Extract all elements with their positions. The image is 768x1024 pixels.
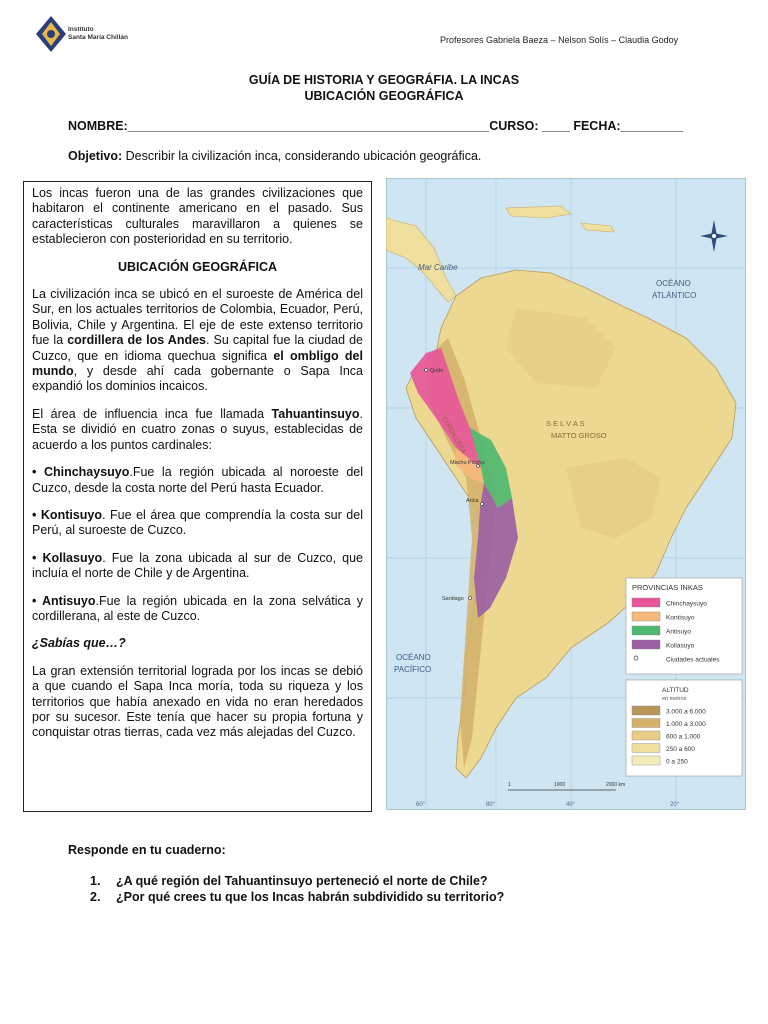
altitude-legend-label: 600 a 1.000	[666, 733, 701, 741]
pacific-label-1: OCÉANO	[396, 653, 431, 662]
altitude-legend-subtitle: en metros	[662, 696, 687, 702]
date-label: FECHA:	[573, 119, 621, 133]
section-heading: UBICACIÓN GEOGRÁFICA	[117, 259, 278, 274]
province-legend-swatch	[634, 656, 638, 660]
city-quito-label: Quito	[430, 368, 444, 374]
province-legend-swatch	[632, 640, 660, 649]
guide-subtitle: UBICACIÓN GEOGRÁFICA	[304, 89, 464, 103]
atlantic-label-2: ATLÁNTICO	[652, 291, 697, 300]
suyu-item-kollasuyo: • Kollasuyo. Fue la zona ubicada al sur de Cuzco, que incluía el norte de Chile y de Argentina.	[32, 550, 363, 581]
school-name-line2: Santa María Chillán	[68, 34, 128, 41]
altitude-legend-title: ALTITUD	[662, 687, 689, 694]
altitude-legend-label: 1.000 a 3.000	[666, 721, 706, 728]
reading-box	[23, 181, 372, 812]
guide-title: GUÍA DE HISTORIA Y GEOGRÁFIA. LA INCAS	[248, 73, 520, 87]
question-item: 2. ¿Por qué crees tu que los Incas habrán subdividido su territorio?	[90, 890, 505, 904]
course-label: CURSO:	[489, 119, 539, 133]
name-label: NOMBRE:	[68, 119, 128, 133]
scale-tick-2000: 2000 km	[606, 782, 626, 788]
suyu-item-antisuyo: • Antisuyo.Fue la región ubicada en la zona selvática y cordillerana, al este de Cuzco.	[32, 593, 363, 623]
altitude-legend-swatch	[632, 731, 660, 740]
province-legend-label: Chinchaysuyo	[666, 600, 707, 608]
city-cuzco-label: Machu Picchu	[450, 460, 485, 466]
provinces-legend-title: PROVINCIAS INKAS	[632, 583, 703, 592]
longitude-label: 80°	[486, 802, 496, 808]
intro-paragraph: Los incas fueron una de las grandes civilizaciones que habitaron el continente americano en el pasado. Sus características culturales maravillaron a quienes se establecieron con posterioridad en su territorio.	[32, 186, 363, 247]
navel-highlight: el ombligo del mundo	[32, 348, 363, 379]
selvas-label-2: MATTO GROSO	[551, 431, 607, 440]
objective-text: Describir la civilización inca, considerando ubicación geográfica.	[122, 149, 482, 163]
objective-label: Objetivo:	[68, 149, 123, 163]
altitude-legend-swatch	[632, 706, 660, 715]
did-you-know-heading: ¿Sabías que…?	[32, 636, 126, 651]
location-paragraph: La civilización inca se ubicó en el suroeste de América del Sur, en los actuales territorios de Colombia, Ecuador, Perú, Bolivia, Chile y Argentina. El eje de este extenso territorio fue la cordillera de los Andes. Su capital fue la ciudad de Cuzco, que en idioma quechua significa el ombligo del mundo, y desde ahí cada gobernante o Sapa Inca expandió los dominios incaicos.	[32, 287, 363, 394]
altitude-legend-swatch	[632, 756, 660, 765]
caribbean-label: Mar Caribe	[418, 263, 458, 272]
altitude-legend-swatch	[632, 719, 660, 728]
province-legend-label: Antisuyo	[666, 628, 691, 636]
question-item: 1. ¿A qué región del Tahuantinsuyo perteneció el norte de Chile?	[90, 874, 488, 888]
pacific-label-2: PACÍFICO	[394, 665, 432, 674]
tahuantinsuyo-paragraph: El área de influencia inca fue llamada Tahuantinsuyo. Esta se dividió en cuatro zonas o suyus, establecidas de acuerdo a los puntos cardinales:	[32, 406, 363, 452]
province-legend-label: Ciudades actuales	[666, 656, 720, 664]
school-logo	[34, 14, 144, 54]
altitude-legend-swatch	[632, 744, 660, 753]
province-legend-swatch	[632, 626, 660, 635]
altitude-legend-label: 250 a 600	[666, 746, 695, 753]
name-field[interactable]: ____________________________________________________	[127, 119, 490, 133]
scale-tick-1000: 1000	[554, 782, 566, 788]
province-legend-swatch	[632, 612, 660, 621]
selvas-label-1: S E L V A S	[546, 419, 585, 428]
province-legend-swatch	[632, 598, 660, 607]
andes-highlight: cordillera de los Andes	[67, 333, 206, 348]
questions-list	[90, 874, 504, 906]
school-crest-icon	[34, 14, 68, 54]
province-legend-label: Kollasuyo	[666, 642, 695, 650]
student-info-line	[68, 119, 683, 133]
longitude-label: 60°	[416, 802, 426, 808]
altitude-legend-label: 0 a 250	[666, 758, 688, 766]
suyu-item-chinchaysuyo: • Chinchaysuyo.Fue la región ubicada al noroeste del Cuzco, desde la costa norte del Perú hasta Ecuador.	[32, 465, 363, 495]
altitude-legend	[626, 680, 742, 776]
course-field[interactable]: ____	[542, 119, 570, 133]
school-name-line1: Instituto	[68, 26, 94, 33]
questions-prompt: Responde en tu cuaderno:	[68, 843, 226, 857]
suyu-item-kontisuyo: • Kontisuyo. Fue el área que comprendía la costa sur del Perú, al suroeste de Cuzco.	[32, 507, 363, 538]
tahuantinsuyo-highlight: Tahuantinsuyo	[271, 406, 360, 421]
longitude-label: 40°	[566, 802, 576, 808]
provinces-legend	[626, 578, 742, 674]
cordillera-label: CORDILLERA	[440, 415, 468, 455]
atlantic-label-1: OCÉANO	[656, 279, 691, 288]
altitude-legend-label: 3.000 a 6.000	[666, 708, 706, 716]
province-legend-label: Kontisuyo	[666, 614, 695, 622]
south-america-map	[386, 178, 746, 810]
objective	[68, 149, 481, 163]
teachers-line: Profesores Gabriela Baeza – Nelson Solís – Claudia Godoy	[440, 35, 679, 45]
closing-paragraph: La gran extensión territorial lograda por los incas se debió a que cuando el Sapa Inca moría, toda su riqueza y los territorios que había anexado en vida no eran heredados por su sucesor. Este tenía que hacer su propia fortuna y conquistar otras tierras, cada vez más alejadas del Cuzco.	[32, 663, 363, 740]
city-santiago-label: Santiago	[442, 596, 464, 602]
date-field[interactable]: _________	[620, 119, 684, 133]
scale-tick-0: 1	[508, 782, 511, 788]
city-arica-label: Arica	[466, 498, 479, 504]
longitude-label: 20°	[670, 802, 680, 808]
